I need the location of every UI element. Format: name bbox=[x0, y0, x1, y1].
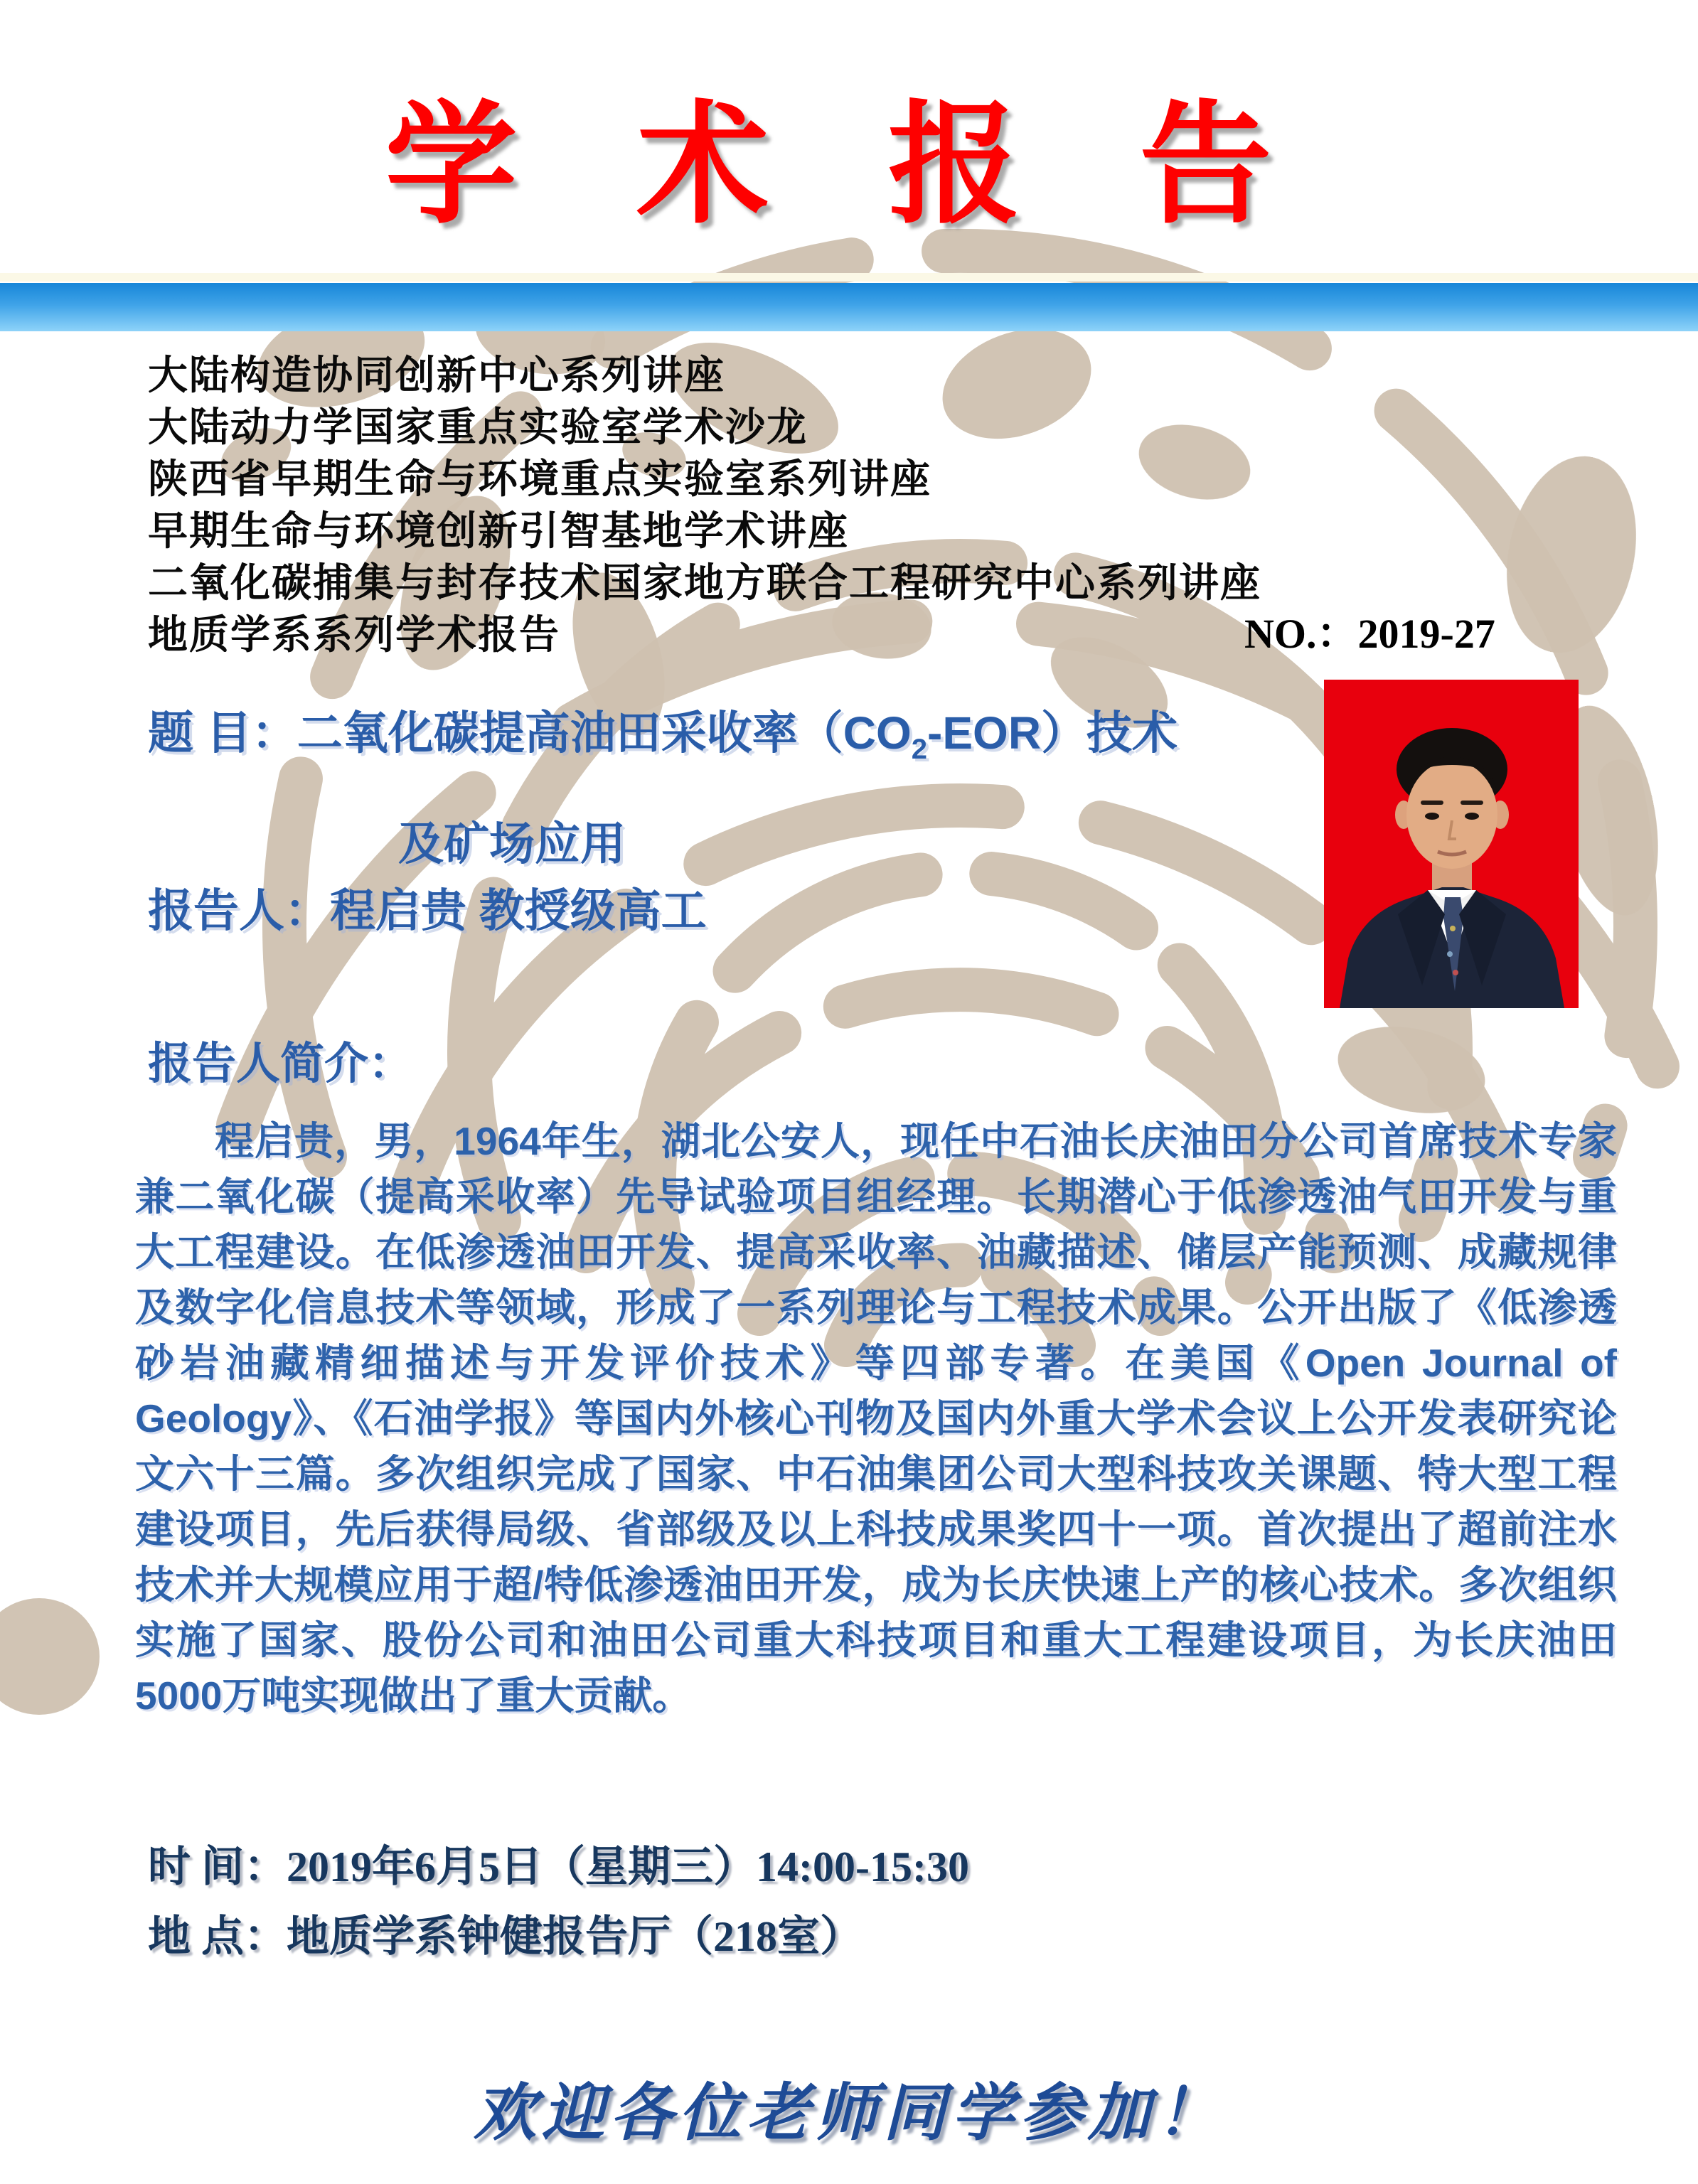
topic-text-pre: 二氧化碳提高油田采收率（CO bbox=[297, 707, 912, 759]
bio-paragraph: 程启贵，男，1964年生，湖北公安人，现任中石油长庆油田分公司首席技术专家兼二氧化碳（提高采收率）先导试验项目组经理。长期潜心于低渗透油气田开发与重大工程建设。在低渗透油田开发、提高采收率、油藏描述、储层产能预测、成藏规律及数字化信息技术等领域，形成了一系列理论与工程技术成果。公开出版了《低渗透砂岩油藏精细描述与开发评价技术》等四部专著。在美国《Open Journal of Geology》、《石油学报》等国内外核心刊物及国内外重大学术会议上公开发表研究论文六十三篇。多次组织完成了国家、中石油集团公司大型科技攻关课题、特大型工程建设项目，先后获得局级、省部级及以上科技成果奖四十一项。首次提出了超前注水技术并大规模应用于超/特低渗透油田开发，成为长庆快速上产的核心技术。多次组织实施了国家、股份公司和油田公司重大科技项目和重大工程建设项目，为长庆油田5000万吨实现做出了重大贡献。 bbox=[135, 1119, 1617, 1718]
topic-line2: 及矿场应用 bbox=[398, 818, 626, 869]
poster-title: 学 术 报 告 bbox=[385, 92, 1313, 239]
series-line: 大陆动力学国家重点实验室学术沙龙 bbox=[148, 404, 808, 451]
cream-divider bbox=[0, 273, 1698, 282]
series-line: 大陆构造协同创新中心系列讲座 bbox=[148, 352, 725, 399]
report-number: NO.：2019-27 bbox=[1244, 611, 1495, 657]
topic-text-post: -EOR）技术 bbox=[927, 707, 1178, 759]
topic-line1 bbox=[148, 697, 1178, 766]
speaker-line: 报告人：程启贵 教授级高工 bbox=[148, 885, 707, 936]
time-line: 时 间：2019年6月5日（星期三）14:00-15:30 bbox=[148, 1843, 969, 1890]
venue-line: 地 点：地质学系钟健报告厅（218室） bbox=[148, 1913, 863, 1960]
bio-heading: 报告人简介： bbox=[148, 1039, 413, 1088]
blue-gradient-bar bbox=[0, 283, 1698, 331]
speaker-photo bbox=[1324, 680, 1579, 1008]
series-line: 早期生命与环境创新引智基地学术讲座 bbox=[148, 508, 849, 555]
series-line: 地质学系系列学术报告 bbox=[148, 611, 560, 658]
topic-subscript: 2 bbox=[911, 734, 928, 765]
lecture-series-list bbox=[148, 350, 1261, 661]
series-line: 二氧化碳捕集与封存技术国家地方联合工程研究中心系列讲座 bbox=[148, 560, 1261, 606]
topic-label: 题 目： bbox=[148, 707, 297, 759]
footer-welcome: 欢迎各位老师同学参加！ bbox=[473, 2075, 1224, 2149]
series-line: 陕西省早期生命与环境重点实验室系列讲座 bbox=[148, 456, 931, 503]
